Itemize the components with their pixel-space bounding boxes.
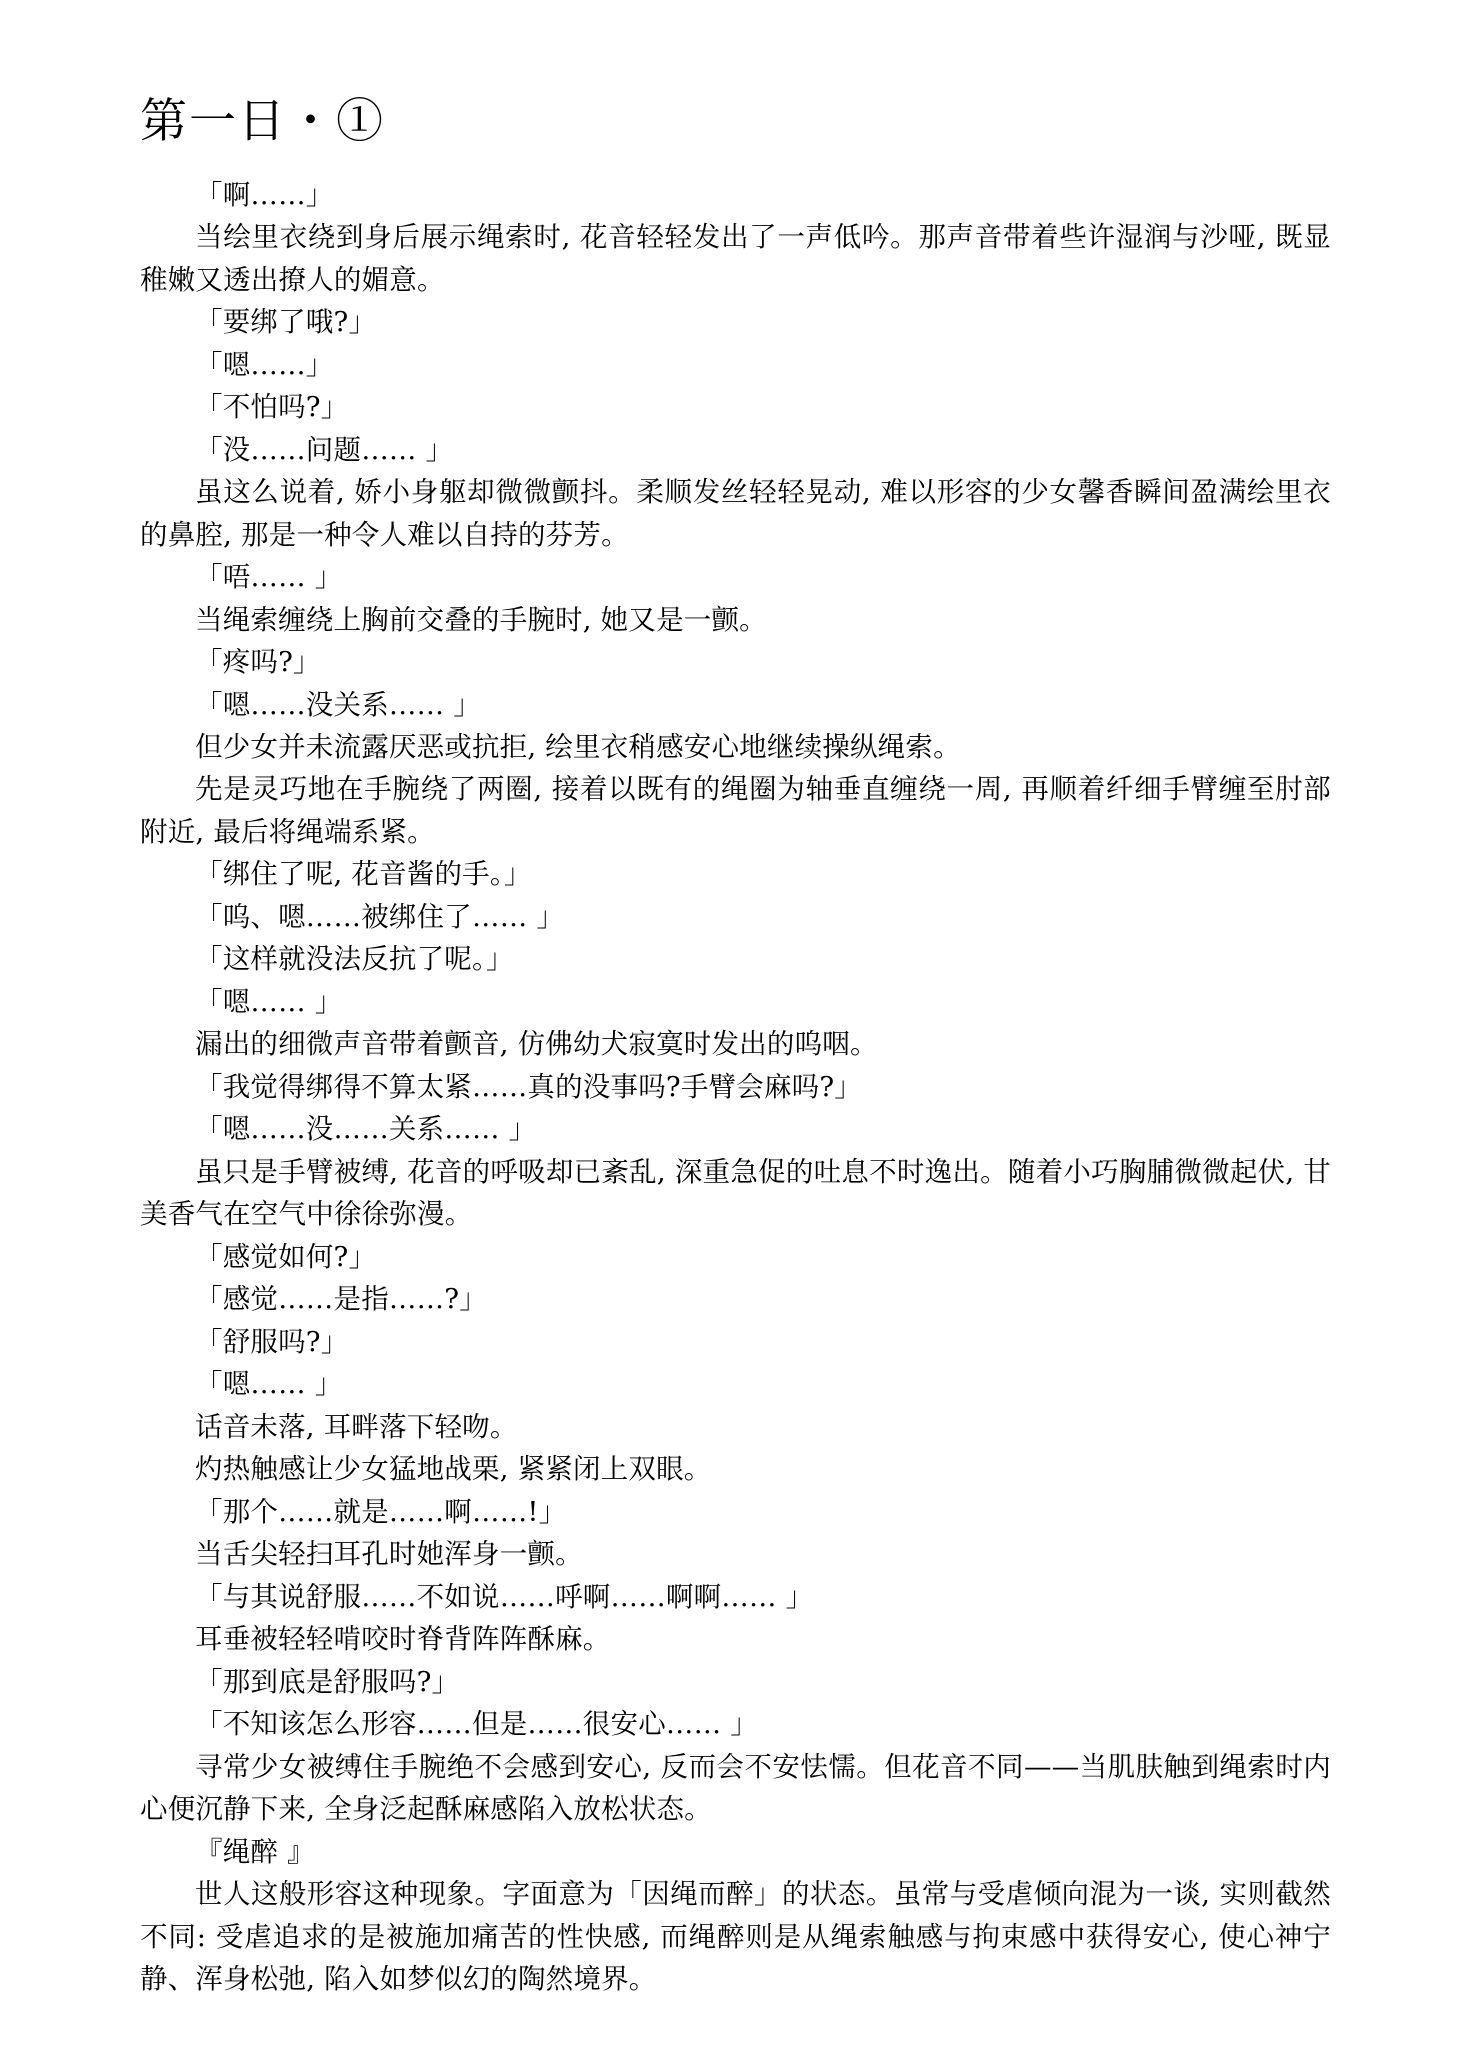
page-title: 第一日・① (140, 94, 385, 149)
paragraph: 「嗯……没……关系…… 」 (195, 1113, 537, 1146)
paragraph: 「舒服吗?」 (195, 1325, 349, 1358)
paragraph: 「啊……」 (195, 178, 334, 211)
paragraph: 「与其说舒服……不如说……呼啊……啊啊…… 」 (195, 1580, 814, 1613)
paragraph: 「没……问题…… 」 (195, 433, 454, 466)
paragraph: 「嗯…… 」 (195, 1368, 343, 1401)
paragraph: 「呜、嗯……被绑住了…… 」 (195, 900, 565, 933)
paragraph: 当舌尖轻扫耳孔时她浑身一颤。 (195, 1538, 583, 1571)
paragraph: 「这样就没法反抗了呢。」 (195, 943, 514, 976)
paragraph: 「那个……就是……啊……!」 (195, 1495, 567, 1528)
paragraph: 当绳索缠绕上胸前交叠的手腕时, 她又是一颤。 (195, 603, 767, 636)
paragraph: 先是灵巧地在手腕绕了两圈, 接着以既有的绳圈为轴垂直缠绕一周, 再顺着纤细手臂缠至肘部附近, 最后将绳端系紧。 (140, 773, 1331, 848)
paragraph: 寻常少女被缚住手腕绝不会感到安心, 反而会不安怯懦。但花音不同——当肌肤触到绳索时内心便沉静下来, 全身泛起酥麻感陷入放松状态。 (140, 1750, 1331, 1826)
paragraph: 「绑住了呢, 花音酱的手。」 (195, 858, 532, 891)
paragraph: 「不怕吗?」 (195, 391, 349, 424)
paragraph: 「疼吗?」 (195, 646, 321, 679)
paragraph: 「我觉得绑得不算太紧……真的没事吗?手臂会麻吗?」 (195, 1070, 862, 1103)
paragraph: 灼热触感让少女猛地战栗, 紧紧闭上双眼。 (195, 1453, 712, 1486)
paragraph: 话音未落, 耳畔落下轻吻。 (195, 1410, 518, 1443)
paragraph: 但少女并未流露厌恶或抗拒, 绘里衣稍感安心地继续操纵绳索。 (195, 730, 961, 763)
paragraph: 当绘里衣绕到身后展示绳索时, 花音轻轻发出了一声低吟。那声音带着些许湿润与沙哑, 既显稚嫩又透出撩人的媚意。 (140, 221, 1331, 296)
paragraph: 虽这么说着, 娇小身躯却微微颤抖。柔顺发丝轻轻晃动, 难以形容的少女馨香瞬间盈满绘里衣的鼻腔, 那是一种令人难以自持的芬芳。 (140, 476, 1331, 551)
paragraph: 「嗯……没关系…… 」 (195, 688, 481, 721)
paragraph: 漏出的细微声音带着颤音, 仿佛幼犬寂寞时发出的呜咽。 (195, 1028, 878, 1061)
paragraph: 「嗯……」 (195, 348, 334, 381)
paragraph: 「那到底是舒服吗?」 (195, 1665, 460, 1698)
body-text (140, 174, 1331, 2001)
paragraph: 虽只是手臂被缚, 花音的呼吸却已紊乱, 深重急促的吐息不时逸出。随着小巧胸脯微微起伏, 甘美香气在空气中徐徐弥漫。 (140, 1155, 1331, 1231)
paragraph: 「不知该怎么形容……但是……很安心…… 」 (195, 1708, 758, 1741)
paragraph: 「感觉如何?」 (195, 1240, 377, 1273)
paragraph: 「要绑了哦?」 (195, 306, 377, 339)
paragraph: 耳垂被轻轻啃咬时脊背阵阵酥麻。 (195, 1623, 611, 1656)
paragraph: 「感觉……是指……?」 (195, 1283, 487, 1316)
paragraph: 「唔…… 」 (195, 561, 343, 594)
paragraph: 世人这般形容这种现象。字面意为「因绳而醉」的状态。虽常与受虐倾向混为一谈, 实则截然不同: 受虐追求的是被施加痛苦的性快感, 而绳醉则是从绳索触感与拘束感中获得安心, 使心神宁静、浑身松弛, 陷入如梦似幻的陶然境界。 (140, 1878, 1331, 1996)
paragraph: 「嗯…… 」 (195, 985, 343, 1018)
paragraph: 『绳醉 』 (195, 1835, 315, 1868)
